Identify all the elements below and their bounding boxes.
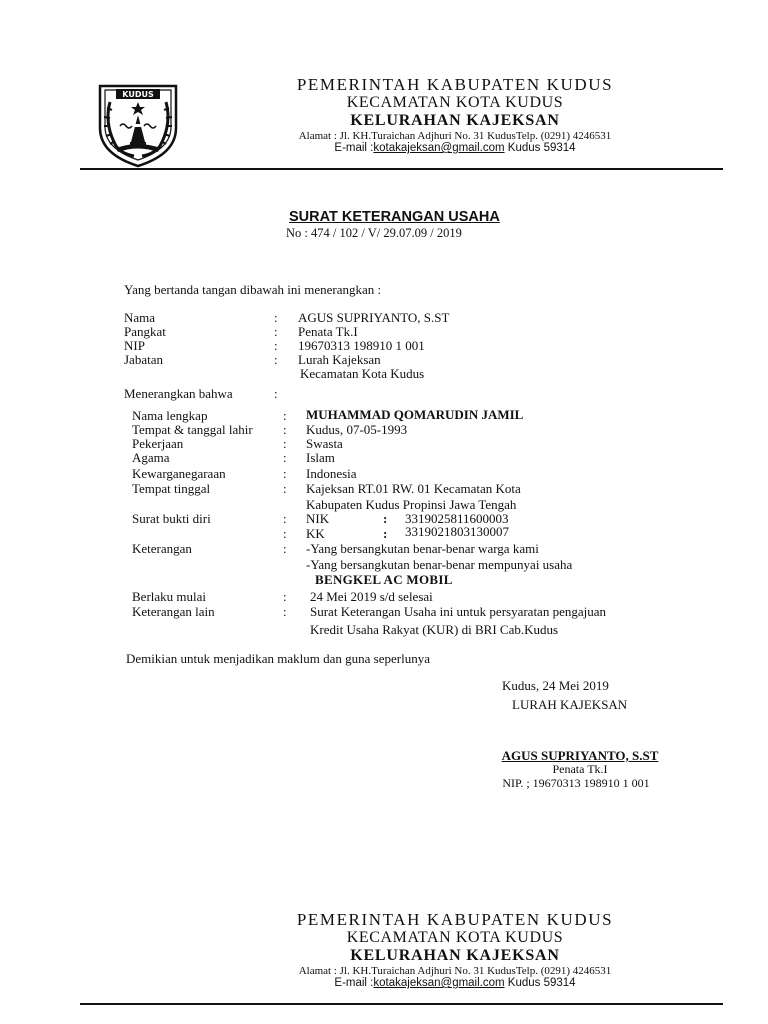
subject-residence-value: Kajeksan RT.01 RW. 01 Kecamatan Kota xyxy=(306,481,521,496)
official-nip-separator: : xyxy=(274,338,278,353)
subject-citizenship-separator: : xyxy=(283,466,287,481)
subject-other-label: Keterangan lain xyxy=(132,604,215,619)
footer-email-link[interactable]: kotakajeksan@gmail.com xyxy=(373,977,505,989)
official-rank-label: Pangkat xyxy=(124,324,166,339)
subject-birth-value: Kudus, 07-05-1993 xyxy=(306,422,408,437)
official-nip-label: NIP xyxy=(124,338,145,353)
email-link[interactable]: kotakajeksan@gmail.com xyxy=(373,142,505,154)
subject-other-value: Surat Keterangan Usaha ini untuk persyaratan pengajuan xyxy=(310,604,607,619)
letterhead-email-line xyxy=(230,142,680,154)
letterhead-village-title: KELURAHAN KAJEKSAN xyxy=(350,112,560,129)
letter-title: SURAT KETERANGAN USAHA xyxy=(289,209,500,225)
subject-notes-line1: -Yang bersangkutan benar-benar warga kami xyxy=(306,541,539,556)
subject-job-separator: : xyxy=(283,436,287,451)
footer-email-line xyxy=(230,977,680,989)
official-position-label: Jabatan xyxy=(124,352,163,367)
subject-valid-separator: : xyxy=(283,589,287,604)
signature-nip: NIP. ; 19670313 198910 1 001 xyxy=(502,776,650,790)
footer-email-prefix: E-mail : xyxy=(334,977,374,989)
subject-valid-label: Berlaku mulai xyxy=(132,589,207,604)
subject-id-separator: : xyxy=(283,511,287,526)
signature-place-date: Kudus, 24 Mei 2019 xyxy=(502,678,609,693)
closing-text: Demikian untuk menjadikan maklum dan guna seperlunya xyxy=(126,651,430,666)
email-prefix: E-mail : xyxy=(334,142,374,154)
subject-citizenship-label: Kewarganegaraan xyxy=(132,466,226,481)
letterhead-address: Alamat : Jl. KH.Turaichan Adjhuri No. 31 KudusTelp. (0291) 4246531 xyxy=(298,130,612,142)
footer-district-title: KECAMATAN KOTA KUDUS xyxy=(346,929,564,946)
official-name-separator: : xyxy=(274,310,278,325)
subject-citizenship-value: Indonesia xyxy=(306,466,357,481)
subject-kk-separator: : xyxy=(383,526,388,541)
subject-full-name-separator: : xyxy=(283,408,287,423)
official-position-separator: : xyxy=(274,352,278,367)
signature-rank: Penata Tk.I xyxy=(552,762,608,776)
subject-birth-label: Tempat & tanggal lahir xyxy=(132,422,253,437)
email-suffix: Kudus 59314 xyxy=(504,142,576,154)
signature-role: LURAH KAJEKSAN xyxy=(512,697,628,712)
states-separator: : xyxy=(274,386,278,401)
subject-notes-line2: -Yang bersangkutan benar-benar mempunyai usaha xyxy=(306,557,573,572)
intro-text: Yang bertanda tangan dibawah ini menerangkan : xyxy=(124,282,382,297)
subject-job-value: Swasta xyxy=(306,436,343,451)
signature-name: AGUS SUPRIYANTO, S.ST xyxy=(501,748,659,763)
official-name-value: AGUS SUPRIYANTO, S.ST xyxy=(298,310,450,325)
official-position-value-line2: Kecamatan Kota Kudus xyxy=(300,366,425,381)
subject-residence-value-line2: Kabupaten Kudus Propinsi Jawa Tengah xyxy=(306,497,517,512)
footer-government-title: PEMERINTAH KABUPATEN KUDUS xyxy=(296,910,614,929)
footer-email-suffix: Kudus 59314 xyxy=(504,977,576,989)
subject-nik-label: NIK xyxy=(306,511,330,526)
official-name-label: Nama xyxy=(124,310,156,325)
kudus-regency-seal-logo xyxy=(94,82,182,168)
subject-birth-separator: : xyxy=(283,422,287,437)
subject-nik-separator: : xyxy=(383,511,388,526)
subject-kk-label: KK xyxy=(306,526,325,541)
subject-kk-outer-separator: : xyxy=(283,526,287,541)
footer-village-title: KELURAHAN KAJEKSAN xyxy=(350,947,560,964)
official-nip-value: 19670313 198910 1 001 xyxy=(298,338,425,353)
subject-other-separator: : xyxy=(283,604,287,619)
letterhead-government-title: PEMERINTAH KABUPATEN KUDUS xyxy=(296,75,614,94)
subject-id-label: Surat bukti diri xyxy=(132,511,211,526)
official-rank-value: Penata Tk.I xyxy=(298,324,358,339)
subject-notes-label: Keterangan xyxy=(132,541,192,556)
official-rank-separator: : xyxy=(274,324,278,339)
footer-divider xyxy=(80,1003,723,1005)
letterhead-district-title: KECAMATAN KOTA KUDUS xyxy=(346,94,564,111)
subject-business-name: BENGKEL AC MOBIL xyxy=(315,572,453,587)
subject-residence-separator: : xyxy=(283,481,287,496)
letter-number: No : 474 / 102 / V/ 29.07.09 / 2019 xyxy=(286,226,462,240)
footer-address: Alamat : Jl. KH.Turaichan Adjhuri No. 31 KudusTelp. (0291) 4246531 xyxy=(298,965,612,977)
states-label: Menerangkan bahwa xyxy=(124,386,233,401)
subject-religion-label: Agama xyxy=(132,450,170,465)
subject-nik-value: 3319025811600003 xyxy=(405,511,509,526)
subject-religion-separator: : xyxy=(283,450,287,465)
subject-residence-label: Tempat tinggal xyxy=(132,481,211,496)
svg-text:KUDUS: KUDUS xyxy=(122,90,154,99)
subject-valid-value: 24 Mei 2019 s/d selesai xyxy=(310,589,433,604)
seal-emblem-icon xyxy=(94,82,182,168)
subject-full-name-value: MUHAMMAD QOMARUDIN JAMIL xyxy=(306,407,524,422)
letterhead-divider xyxy=(80,168,723,170)
subject-religion-value: Islam xyxy=(306,450,335,465)
subject-kk-value: 3319021803130007 xyxy=(405,524,509,539)
subject-other-value-line2: Kredit Usaha Rakyat (KUR) di BRI Cab.Kudus xyxy=(310,622,559,637)
subject-full-name-label: Nama lengkap xyxy=(132,408,208,423)
official-position-value: Lurah Kajeksan xyxy=(298,352,381,367)
subject-notes-separator: : xyxy=(283,541,287,556)
subject-job-label: Pekerjaan xyxy=(132,436,184,451)
